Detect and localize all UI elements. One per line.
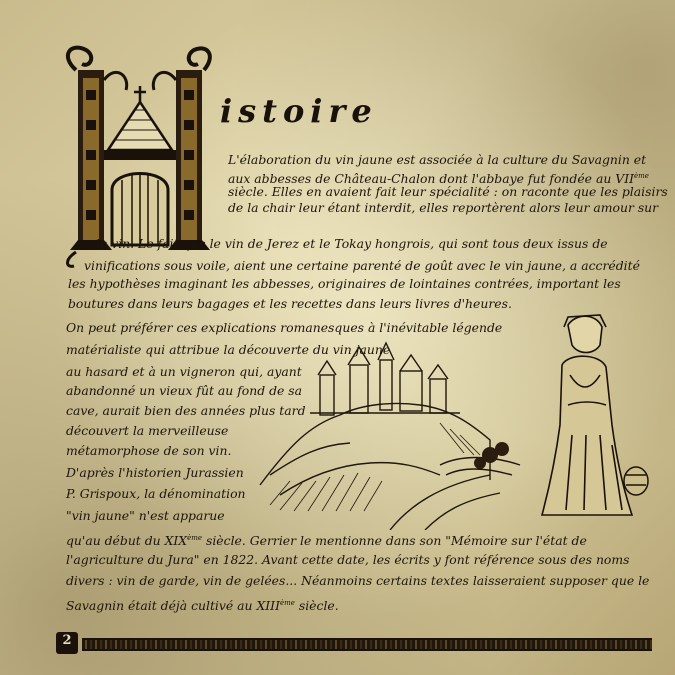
engraving-illustration [250,305,650,530]
text-line: de la chair leur étant interdit, elles reportèrent alors leur amour sur [228,200,659,215]
text-line: D'après l'historien Jurassien [66,465,244,480]
text-line: l'agriculture du Jura" en 1822. Avant cette date, les écrits y font référence sous des noms [66,552,630,567]
ordinal-suffix: ème [187,534,203,542]
ordinal-suffix: ème [279,599,295,607]
ordinal-suffix: ème [634,172,649,180]
text-line: au hasard et à un vigneron qui, ayant [66,364,302,379]
text-line: les hypothèses imaginant les abbesses, originaires de lointaines contrées, important les [68,276,621,291]
text-line: L'élaboration du vin jaune est associée à la culture du Savagnin et [228,152,647,167]
text-line: vinifications sous voile, aient une certaine parenté de goût avec le vin jaune, a accrédité [84,258,640,273]
text-line: matérialiste qui attribue la découverte du vin jaune [66,342,391,357]
text-line: Savagnin était déjà cultivé au XIIIème siècle. [66,598,339,614]
text-line: qu'au début du XIXème siècle. Gerrier le mentionne dans son "Mémoire sur l'état de [66,533,587,549]
text-line: découvert la merveilleuse [66,423,229,438]
decorative-border [82,638,652,651]
text-line: P. Grispoux, la dénomination [66,486,246,501]
text-line: On peut préférer ces explications romanesques à l'inévitable légende [66,320,503,335]
text-line: "vin jaune" n'est apparue [66,508,225,523]
page-number: 2 [62,633,72,648]
text-line: aux abbesses de Château-Chalon dont l'abbaye fut fondée au VIIème [228,171,649,187]
text-line: boutures dans leurs bagages et les recettes dans leurs livres d'heures. [68,296,512,311]
page-footer [56,630,652,656]
text-line: abandonné un vieux fût au fond de sa [66,383,303,398]
text-line: cave, aurait bien des années plus tard [66,403,306,418]
page-title: istoire [220,92,378,130]
text-line: divers : vin de garde, vin de gelées... Néanmoins certains textes laisseraient supposer que le [66,573,650,588]
text-line: siècle. Elles en avaient fait leur spécialité : on raconte que les plaisirs [228,184,668,199]
text-line: le vin. Le fait que le vin de Jerez et le Tokay hongrois, qui sont tous deux issus de [96,236,608,251]
text-line: métamorphose de son vin. [66,443,232,458]
